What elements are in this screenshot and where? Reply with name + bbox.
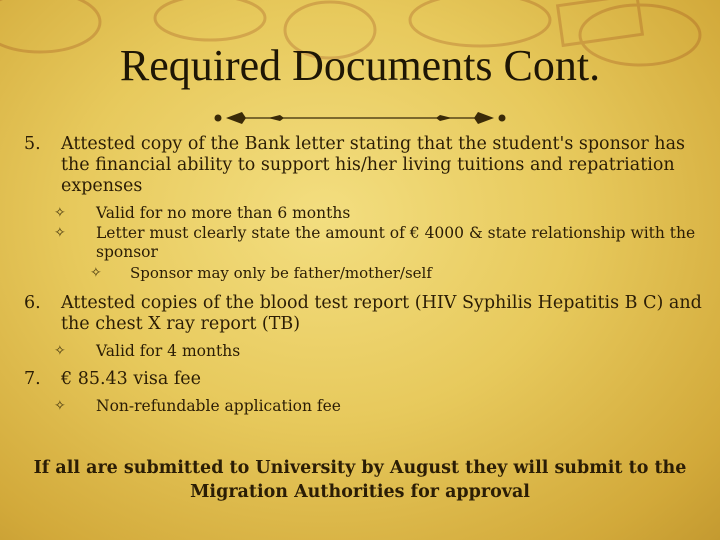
list-item-5 — [24, 134, 704, 197]
ornamental-divider — [208, 106, 512, 130]
item-number: 6. — [24, 293, 41, 313]
item-number: 7. — [24, 369, 41, 389]
star-bullet-icon: ✧ — [54, 205, 66, 221]
slide-footer-note: If all are submitted to University by August they will submit to the Migration Authorities for approval — [33, 458, 687, 502]
item-text: Attested copy of the Bank letter stating that the student's sponsor has the financial ability to support his/her living tuitions and repatriation expenses — [61, 134, 685, 196]
sub-bullet — [54, 224, 704, 262]
sub-bullet-text: Non-refundable application fee — [96, 397, 341, 415]
star-bullet-icon: ✧ — [54, 398, 66, 414]
sub-bullet-text: Valid for 4 months — [96, 342, 241, 360]
slide-title: Required Documents Cont. — [119, 41, 601, 90]
item-text: Attested copies of the blood test report (HIV Syphilis Hepatitis B C) and the chest X ray report (TB) — [61, 293, 702, 334]
sub-bullet — [54, 204, 704, 223]
star-bullet-icon: ✧ — [54, 343, 66, 359]
item-number: 5. — [24, 134, 41, 154]
list-item-7 — [24, 369, 704, 390]
sub-bullet-text: Letter must clearly state the amount of € 4000 & state relationship with the sponsor — [96, 224, 696, 261]
sub-bullet — [54, 342, 704, 361]
star-bullet-icon: ✧ — [90, 265, 102, 281]
sub-sub-bullet-text: Sponsor may only be father/mother/self — [130, 264, 432, 282]
star-bullet-icon: ✧ — [54, 225, 66, 241]
list-item-6 — [24, 293, 704, 335]
sub-bullet — [54, 397, 704, 416]
slide-body — [24, 134, 704, 416]
item-text: € 85.43 visa fee — [61, 369, 202, 389]
sub-bullet-text: Valid for no more than 6 months — [96, 204, 351, 222]
sub-sub-bullet — [90, 264, 704, 283]
